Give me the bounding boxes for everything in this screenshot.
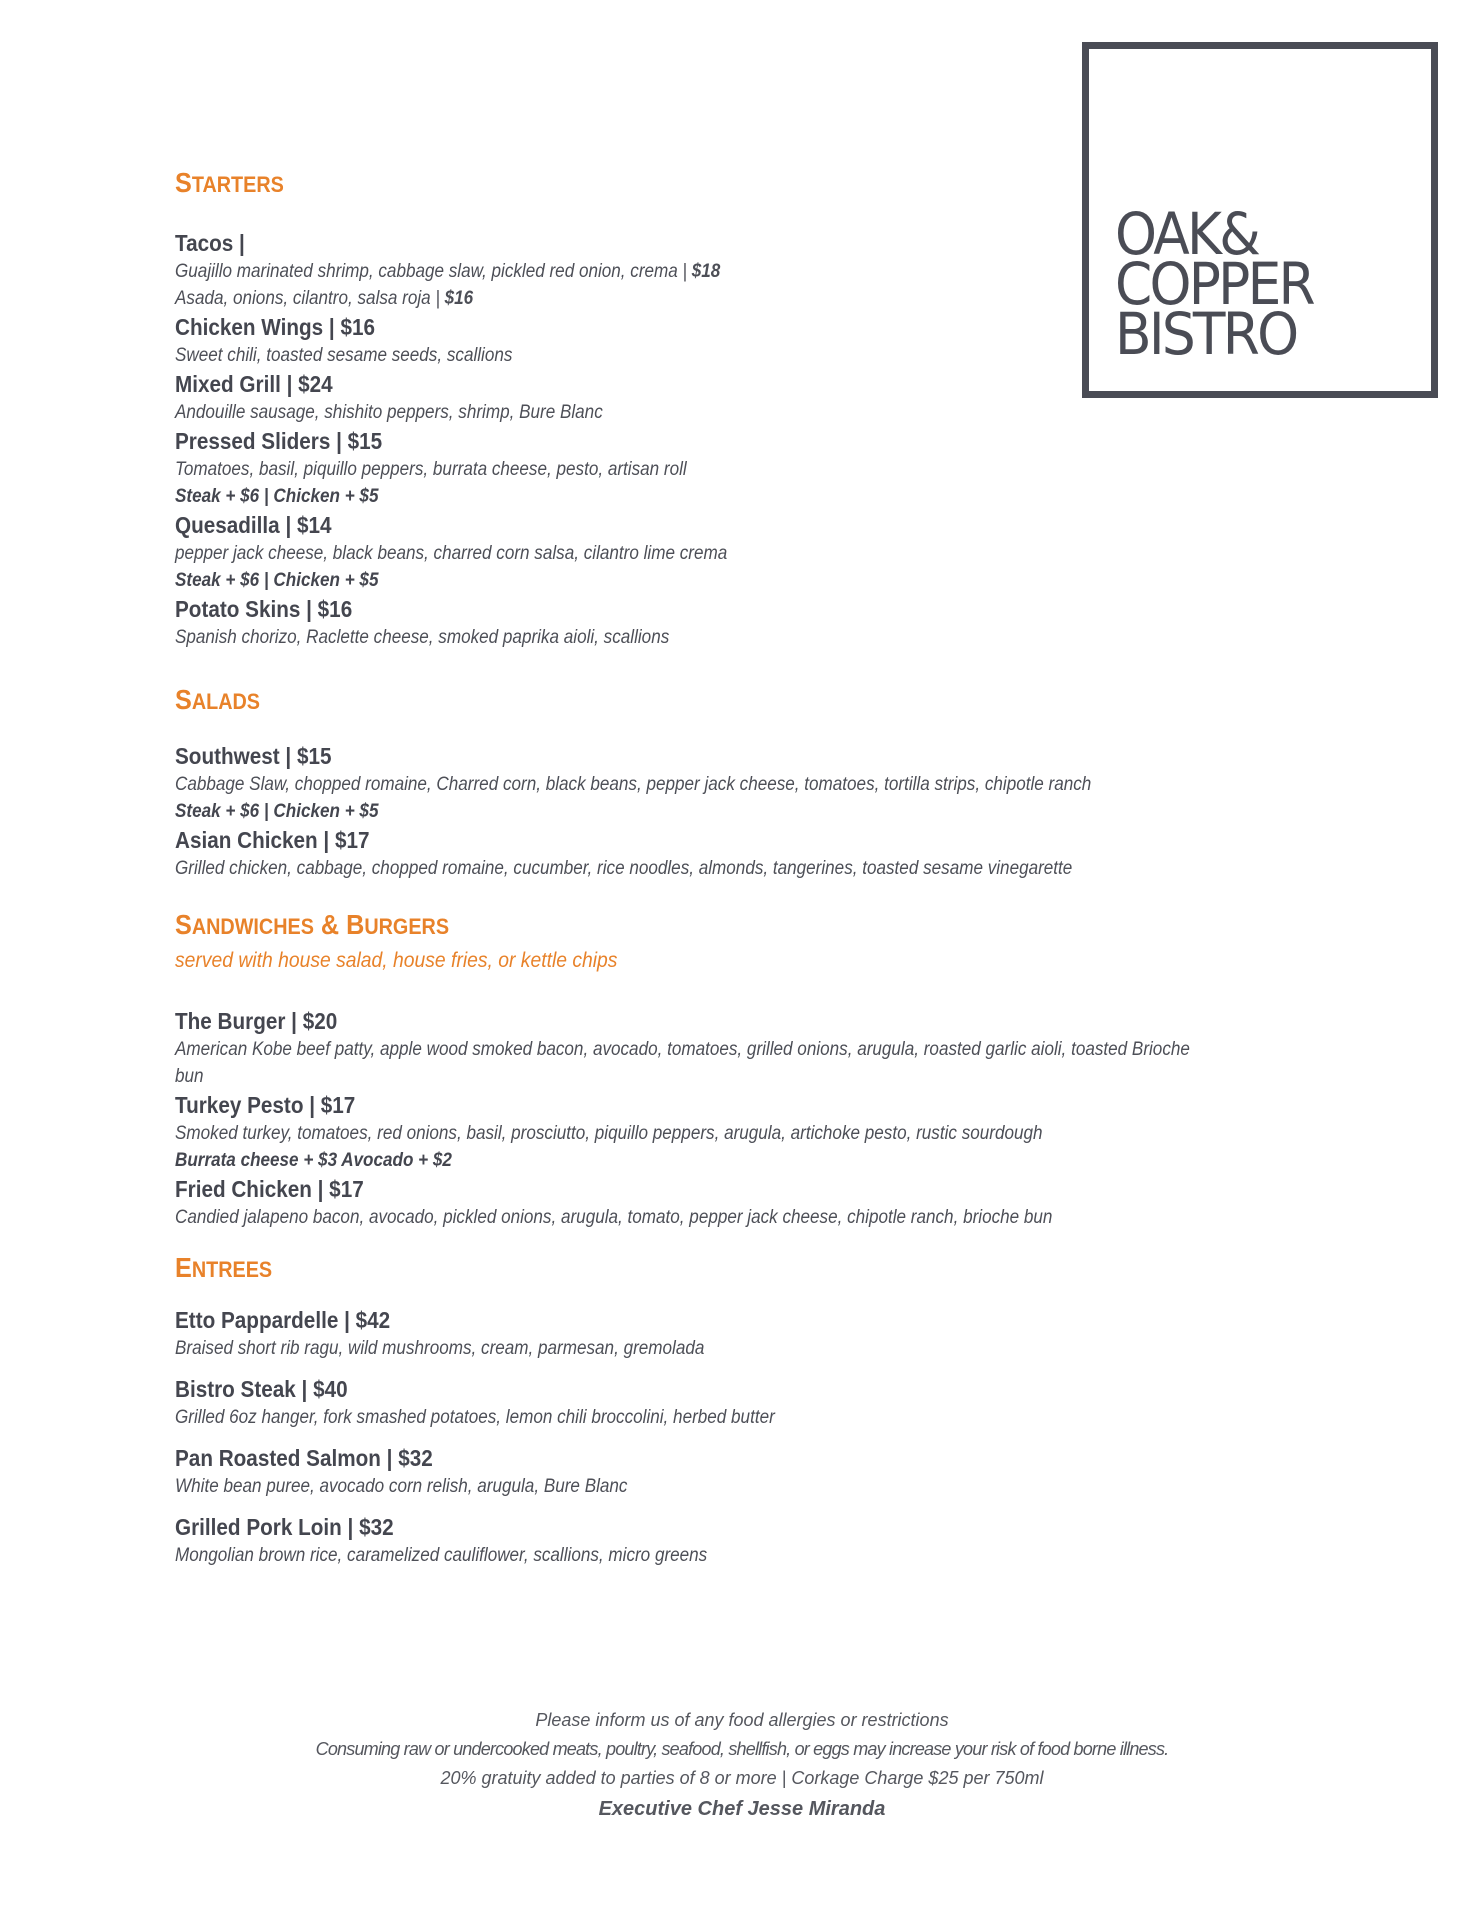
logo-line-copper: COPPER bbox=[1115, 250, 1313, 318]
item-name: Chicken Wings | $16 bbox=[175, 314, 376, 340]
item-desc: Mongolian brown rice, caramelized cauliflower, scallions, micro greens bbox=[175, 1545, 708, 1566]
gratuity-corkage-policy: 20% gratuity added to parties of 8 or more | Corkage Charge $25 per 750ml bbox=[440, 1768, 1044, 1788]
item-name: Etto Pappardelle | $42 bbox=[175, 1307, 391, 1333]
item-name: Pressed Sliders | $15 bbox=[175, 428, 383, 454]
section-entrees bbox=[175, 1253, 1325, 1569]
section-subtitle: served with house salad, house fries, or kettle chips bbox=[175, 949, 618, 972]
menu-item-bistro-steak bbox=[175, 1374, 1325, 1431]
item-desc: pepper jack cheese, black beans, charred corn salsa, cilantro lime crema bbox=[175, 543, 728, 564]
title-rest: ANDWICHES bbox=[191, 914, 314, 939]
section-starters bbox=[175, 168, 1325, 651]
item-desc: American Kobe beef patty, apple wood smoked bacon, avocado, tomatoes, grilled onions, arugula, roasted garlic aioli, toasted Brioche bun bbox=[175, 1039, 1190, 1087]
title-rest: NTREES bbox=[191, 1257, 273, 1282]
title-initial: S bbox=[175, 684, 192, 715]
title-initial: S bbox=[175, 909, 192, 940]
option-desc: Asada, onions, cilantro, salsa roja | bbox=[175, 288, 445, 309]
logo-line-bistro: BISTRO bbox=[1115, 300, 1297, 368]
item-name: Quesadilla | $14 bbox=[175, 512, 332, 538]
allergy-note: Please inform us of any food allergies or restrictions bbox=[535, 1710, 949, 1730]
option-desc: Guajillo marinated shrimp, cabbage slaw, pickled red onion, crema | bbox=[175, 261, 692, 282]
menu-item-turkey-pesto bbox=[175, 1090, 1325, 1174]
item-desc: White bean puree, avocado corn relish, arugula, Bure Blanc bbox=[175, 1476, 628, 1497]
menu-item-etto-pappardelle bbox=[175, 1305, 1325, 1362]
option-price: $16 bbox=[444, 288, 474, 309]
item-desc: Tomatoes, basil, piquillo peppers, burrata cheese, pesto, artisan roll bbox=[175, 459, 687, 480]
item-desc: Spanish chorizo, Raclette cheese, smoked paprika aioli, scallions bbox=[175, 627, 670, 648]
item-desc: Sweet chili, toasted sesame seeds, scallions bbox=[175, 345, 513, 366]
menu-item-grilled-pork-loin bbox=[175, 1512, 1325, 1569]
section-title-starters bbox=[175, 168, 1210, 200]
item-name: Southwest | $15 bbox=[175, 743, 332, 769]
title-rest: URGERS bbox=[364, 914, 450, 939]
item-name: Potato Skins | $16 bbox=[175, 596, 353, 622]
item-addon: Steak + $6 | Chicken + $5 bbox=[175, 801, 379, 822]
item-name: Tacos | bbox=[175, 230, 245, 256]
section-title-salads bbox=[175, 685, 1210, 717]
item-desc: Andouille sausage, shishito peppers, shrimp, Bure Blanc bbox=[175, 402, 603, 423]
item-desc: Cabbage Slaw, chopped romaine, Charred corn, black beans, pepper jack cheese, tomatoes, tortilla strips, chipotle ranch bbox=[175, 774, 1092, 795]
menu-item-tacos bbox=[175, 228, 1325, 318]
item-name: Asian Chicken | $17 bbox=[175, 827, 370, 853]
logo-line-oak: OAK& bbox=[1115, 200, 1259, 268]
section-title-sandwiches bbox=[175, 910, 1210, 942]
item-addon: Burrata cheese + $3 Avocado + $2 bbox=[175, 1150, 452, 1171]
title-initial: B bbox=[346, 909, 365, 940]
section-salads bbox=[175, 685, 1325, 882]
option-price: $18 bbox=[691, 261, 721, 282]
food-safety-warning: Consuming raw or undercooked meats, poultry, seafood, shellfish, or eggs may increase your risk of food borne illness. bbox=[315, 1739, 1169, 1759]
item-name: The Burger | $20 bbox=[175, 1008, 338, 1034]
item-desc: Braised short rib ragu, wild mushrooms, cream, parmesan, gremolada bbox=[175, 1338, 705, 1359]
menu-item-the-burger bbox=[175, 1006, 1325, 1090]
menu-item-chicken-wings bbox=[175, 312, 1325, 369]
item-option bbox=[175, 285, 1210, 312]
menu-body bbox=[175, 168, 1325, 1569]
item-desc: Smoked turkey, tomatoes, red onions, basil, prosciutto, piquillo peppers, arugula, artichoke pesto, rustic sourdough bbox=[175, 1123, 1043, 1144]
item-name: Mixed Grill | $24 bbox=[175, 371, 333, 397]
menu-item-fried-chicken bbox=[175, 1174, 1325, 1231]
title-ampersand: & bbox=[313, 909, 347, 940]
item-desc: Candied jalapeno bacon, avocado, pickled onions, arugula, tomato, pepper jack cheese, chipotle ranch, brioche bun bbox=[175, 1207, 1053, 1228]
executive-chef-credit: Executive Chef Jesse Miranda bbox=[598, 1798, 886, 1820]
item-addon: Steak + $6 | Chicken + $5 bbox=[175, 570, 379, 591]
title-initial: S bbox=[175, 167, 192, 198]
menu-item-quesadilla bbox=[175, 510, 1325, 594]
title-rest: ALADS bbox=[191, 689, 261, 714]
section-title-entrees bbox=[175, 1253, 1210, 1285]
item-name: Fried Chicken | $17 bbox=[175, 1176, 364, 1202]
menu-item-asian-chicken bbox=[175, 825, 1325, 882]
menu-item-mixed-grill bbox=[175, 369, 1325, 426]
menu-item-pressed-sliders bbox=[175, 426, 1325, 510]
menu-item-potato-skins bbox=[175, 594, 1325, 651]
item-desc: Grilled chicken, cabbage, chopped romaine, cucumber, rice noodles, almonds, tangerines, toasted sesame vinegarette bbox=[175, 858, 1073, 879]
section-sandwiches-burgers bbox=[175, 910, 1325, 1231]
item-addon: Steak + $6 | Chicken + $5 bbox=[175, 486, 379, 507]
menu-item-southwest bbox=[175, 741, 1325, 825]
item-name: Pan Roasted Salmon | $32 bbox=[175, 1445, 433, 1471]
title-initial: E bbox=[175, 1252, 192, 1283]
item-name: Grilled Pork Loin | $32 bbox=[175, 1514, 394, 1540]
menu-footer bbox=[0, 1706, 1484, 1825]
item-name: Bistro Steak | $40 bbox=[175, 1376, 348, 1402]
item-name: Turkey Pesto | $17 bbox=[175, 1092, 356, 1118]
item-option bbox=[175, 258, 1210, 285]
title-rest: TARTERS bbox=[191, 172, 284, 197]
menu-item-pan-roasted-salmon bbox=[175, 1443, 1325, 1500]
item-desc: Grilled 6oz hanger, fork smashed potatoes, lemon chili broccolini, herbed butter bbox=[175, 1407, 775, 1428]
